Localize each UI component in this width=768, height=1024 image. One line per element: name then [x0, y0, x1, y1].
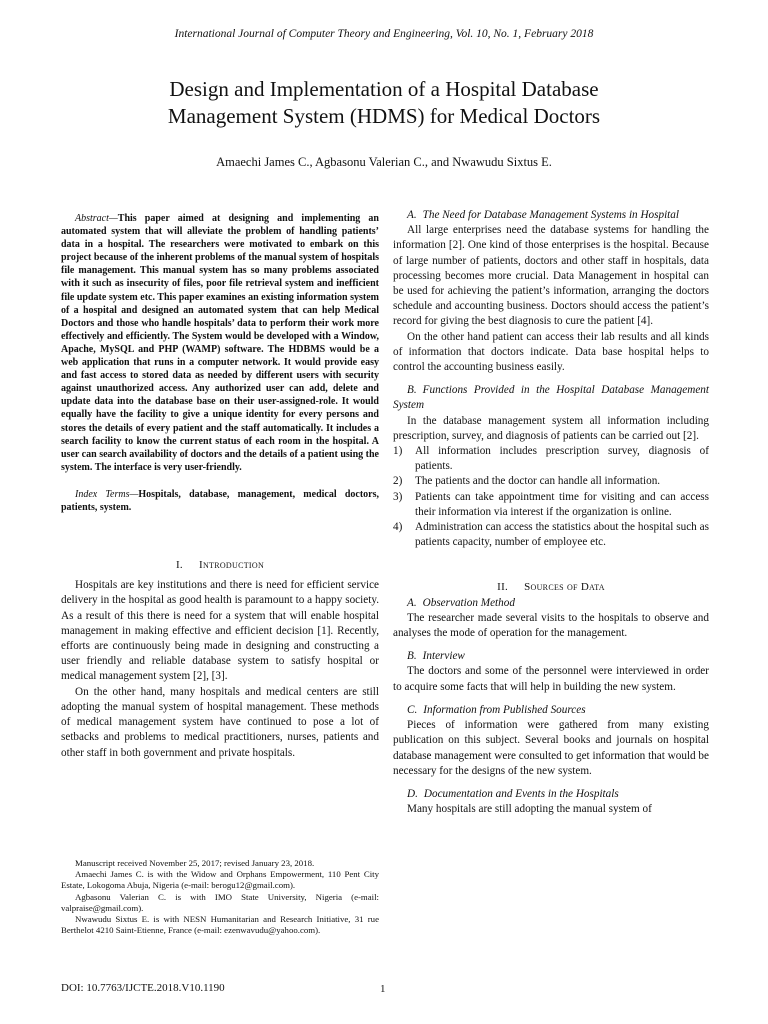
subsection-title: Functions Provided in the Hospital Database Management System: [393, 384, 709, 412]
list-item: [393, 490, 709, 520]
section-number: I.: [175, 559, 183, 572]
subsection-letter: C.: [407, 703, 418, 716]
footnotes: [61, 858, 379, 936]
body-paragraph: In the database management system all information including prescription, survey, and diagnosis of patients can be carried out [2].: [393, 414, 709, 442]
section-heading-introduction: [61, 558, 379, 573]
doi: DOI: 10.7763/IJCTE.2018.V10.1190: [61, 982, 225, 994]
title-line-2: Management System (HDMS) for Medical Doctors: [167, 104, 601, 128]
subsection-heading: [393, 649, 709, 664]
running-head: International Journal of Computer Theory and Engineering, Vol. 10, No. 1, February 2018: [174, 28, 594, 40]
subsection-letter: A.: [407, 209, 417, 221]
footnote: Amaechi James C. is with the Widow and Orphans Empowerment, 110 Pent City Estate, Lokogoma Abuja, Nigeria (e-mail: berogu12@gmail.com).: [61, 869, 379, 891]
abstract-text: This paper aimed at designing and implementing an automated system that will alleviate the problem of handling patients’ data in a hospital. The researchers were motivated to embark on this project because of the inherent problems of the manual system of hospitals file management. This manual system has so many problems associated with it such as insecurity of files, poor file retrieval system and inefficient file update system etc. This paper examines an existing information system of a hospital and designed an automated system that can help Medical Doctors and those who handle hospitals’ data to perform their work more effectively and efficiently. The System would be developed with a Window, Apache, MySQL and PHP (WAMP) software. The HDBMS would be a web application that runs in a computer network. It would provide easy and fast access to stored data as needed by different users with security against unauthorized access. Any authorized user can add, delete and update data into the database base on their user-assigned-role. It would equally have the facility to give a unique identity for every persons and stores the details of every patient and the staff automatically. It includes a search facility to know the current status of each room in the hospital. A user can search availability of doctors and the details of a patient using the system. The interface is very user-friendly.: [61, 213, 379, 473]
subsection-title: Interview: [422, 650, 465, 663]
abstract-lead: Abstract—: [75, 213, 118, 224]
list-text: The patients and the doctor can handle all information.: [415, 475, 661, 488]
subsection-title: Information from Published Sources: [423, 703, 586, 716]
list-item: [393, 474, 709, 489]
list-number: 4): [393, 521, 403, 534]
abstract: [61, 212, 379, 474]
section-heading-sources: [393, 580, 709, 595]
title-line-1: Design and Implementation of a Hospital Database: [169, 77, 599, 101]
subsection-title: Observation Method: [422, 596, 515, 609]
section-title: Sources of Data: [524, 581, 605, 594]
body-paragraph: The doctors and some of the personnel were interviewed in order to acquire some facts that will help in building the new system.: [393, 665, 709, 693]
index-terms-lead: Index Terms—: [75, 488, 139, 500]
body-paragraph: On the other hand patient can access their lab results and all kinds of information that doctors indicate. Data base hospital helps to control the accounting business easily.: [393, 330, 709, 374]
body-paragraph: All large enterprises need the database systems for handling the information [2]. One kind of those enterprises is the hospital. Because of large number of patients, doctors and other staff in hospitals, data processing becomes more crucial. Data Management in hospital can be used for achieving the patient’s information, arranging the doctors schedule and accounting business. Doctors should access the patient’s record for giving the best diagnosis to cure the patient [4].: [393, 224, 709, 328]
body-paragraph: Many hospitals are still adopting the manual system of: [407, 803, 652, 816]
footnote: Nwawudu Sixtus E. is with NESN Humanitarian and Research Initiative, 31 rue Berthelot 4210 Saint-Etienne, France (e-mail: ezenwavudu@yahoo.com).: [61, 914, 379, 936]
right-column: [393, 208, 709, 817]
list-number: 3): [393, 490, 403, 503]
list-text: All information includes prescription survey, diagnosis of patients.: [415, 445, 709, 473]
index-terms: [61, 488, 379, 514]
subsection-title: Documentation and Events in the Hospitals: [423, 787, 619, 800]
author-list: Amaechi James C., Agbasonu Valerian C., and Nwawudu Sixtus E.: [216, 155, 552, 169]
subsection-title: The Need for Database Management Systems in Hospital: [422, 209, 679, 221]
index-terms-text: Hospitals, database, management, medical doctors, patients, system.: [61, 488, 379, 513]
list-text: Administration can access the statistics about the hospital such as patients capacity, number of employee etc.: [415, 521, 709, 549]
numbered-list: [393, 444, 709, 550]
subsection-heading: [393, 703, 709, 718]
list-text: Patients can take appointment time for visiting and can access their information via interest if the organization is online.: [415, 490, 709, 518]
section-title: Introduction: [198, 559, 265, 572]
subsection-heading: [393, 383, 709, 413]
body-paragraph: Pieces of information were gathered from many existing publication on this subject. Several books and journals on hospital database management were consulted to get information that would be necessary for the designs of the new system.: [393, 719, 709, 777]
footnote: Agbasonu Valerian C. is with IMO State University, Nigeria (e-mail: valpraise@gmail.com).: [61, 891, 379, 913]
body-paragraph: The researcher made several visits to the hospitals to observe and analyses the mode of operation for the management.: [393, 611, 709, 640]
list-number: 1): [393, 445, 403, 458]
footnote: Manuscript received November 25, 2017; revised January 23, 2018.: [75, 858, 315, 868]
list-number: 2): [393, 475, 403, 488]
subsection-letter: A.: [407, 596, 417, 609]
subsection-heading: [393, 596, 709, 611]
list-item: [393, 444, 709, 474]
subsection-letter: B.: [407, 650, 417, 663]
subsection-heading: [393, 208, 709, 223]
subsection-letter: D.: [407, 787, 418, 800]
paper-title: [60, 76, 708, 130]
left-column: [61, 212, 379, 761]
section-number: II.: [497, 581, 509, 594]
list-item: [393, 520, 709, 550]
body-paragraph: Hospitals are key institutions and there is need for efficient service delivery in the hospital as good health is paramount to a happy society. As a result of this there is need for a system that will enable hospital management in making effective and efficient decision [1]. Recently, efforts are continuously being made in designing and constructing a user friendly and reliable database system to satisfy hospital or medical management system [2], [3].: [61, 579, 379, 683]
subsection-heading: [393, 787, 709, 802]
body-paragraph: On the other hand, many hospitals and medical centers are still adopting the manual system of hospital management. These methods of medical management system have continued to pose a lot of setbacks and problems to medical practitioners, nurses, patients and other staff in both government and private hospitals.: [61, 685, 379, 759]
page-number: 1: [380, 983, 386, 995]
subsection-letter: B.: [407, 384, 417, 397]
